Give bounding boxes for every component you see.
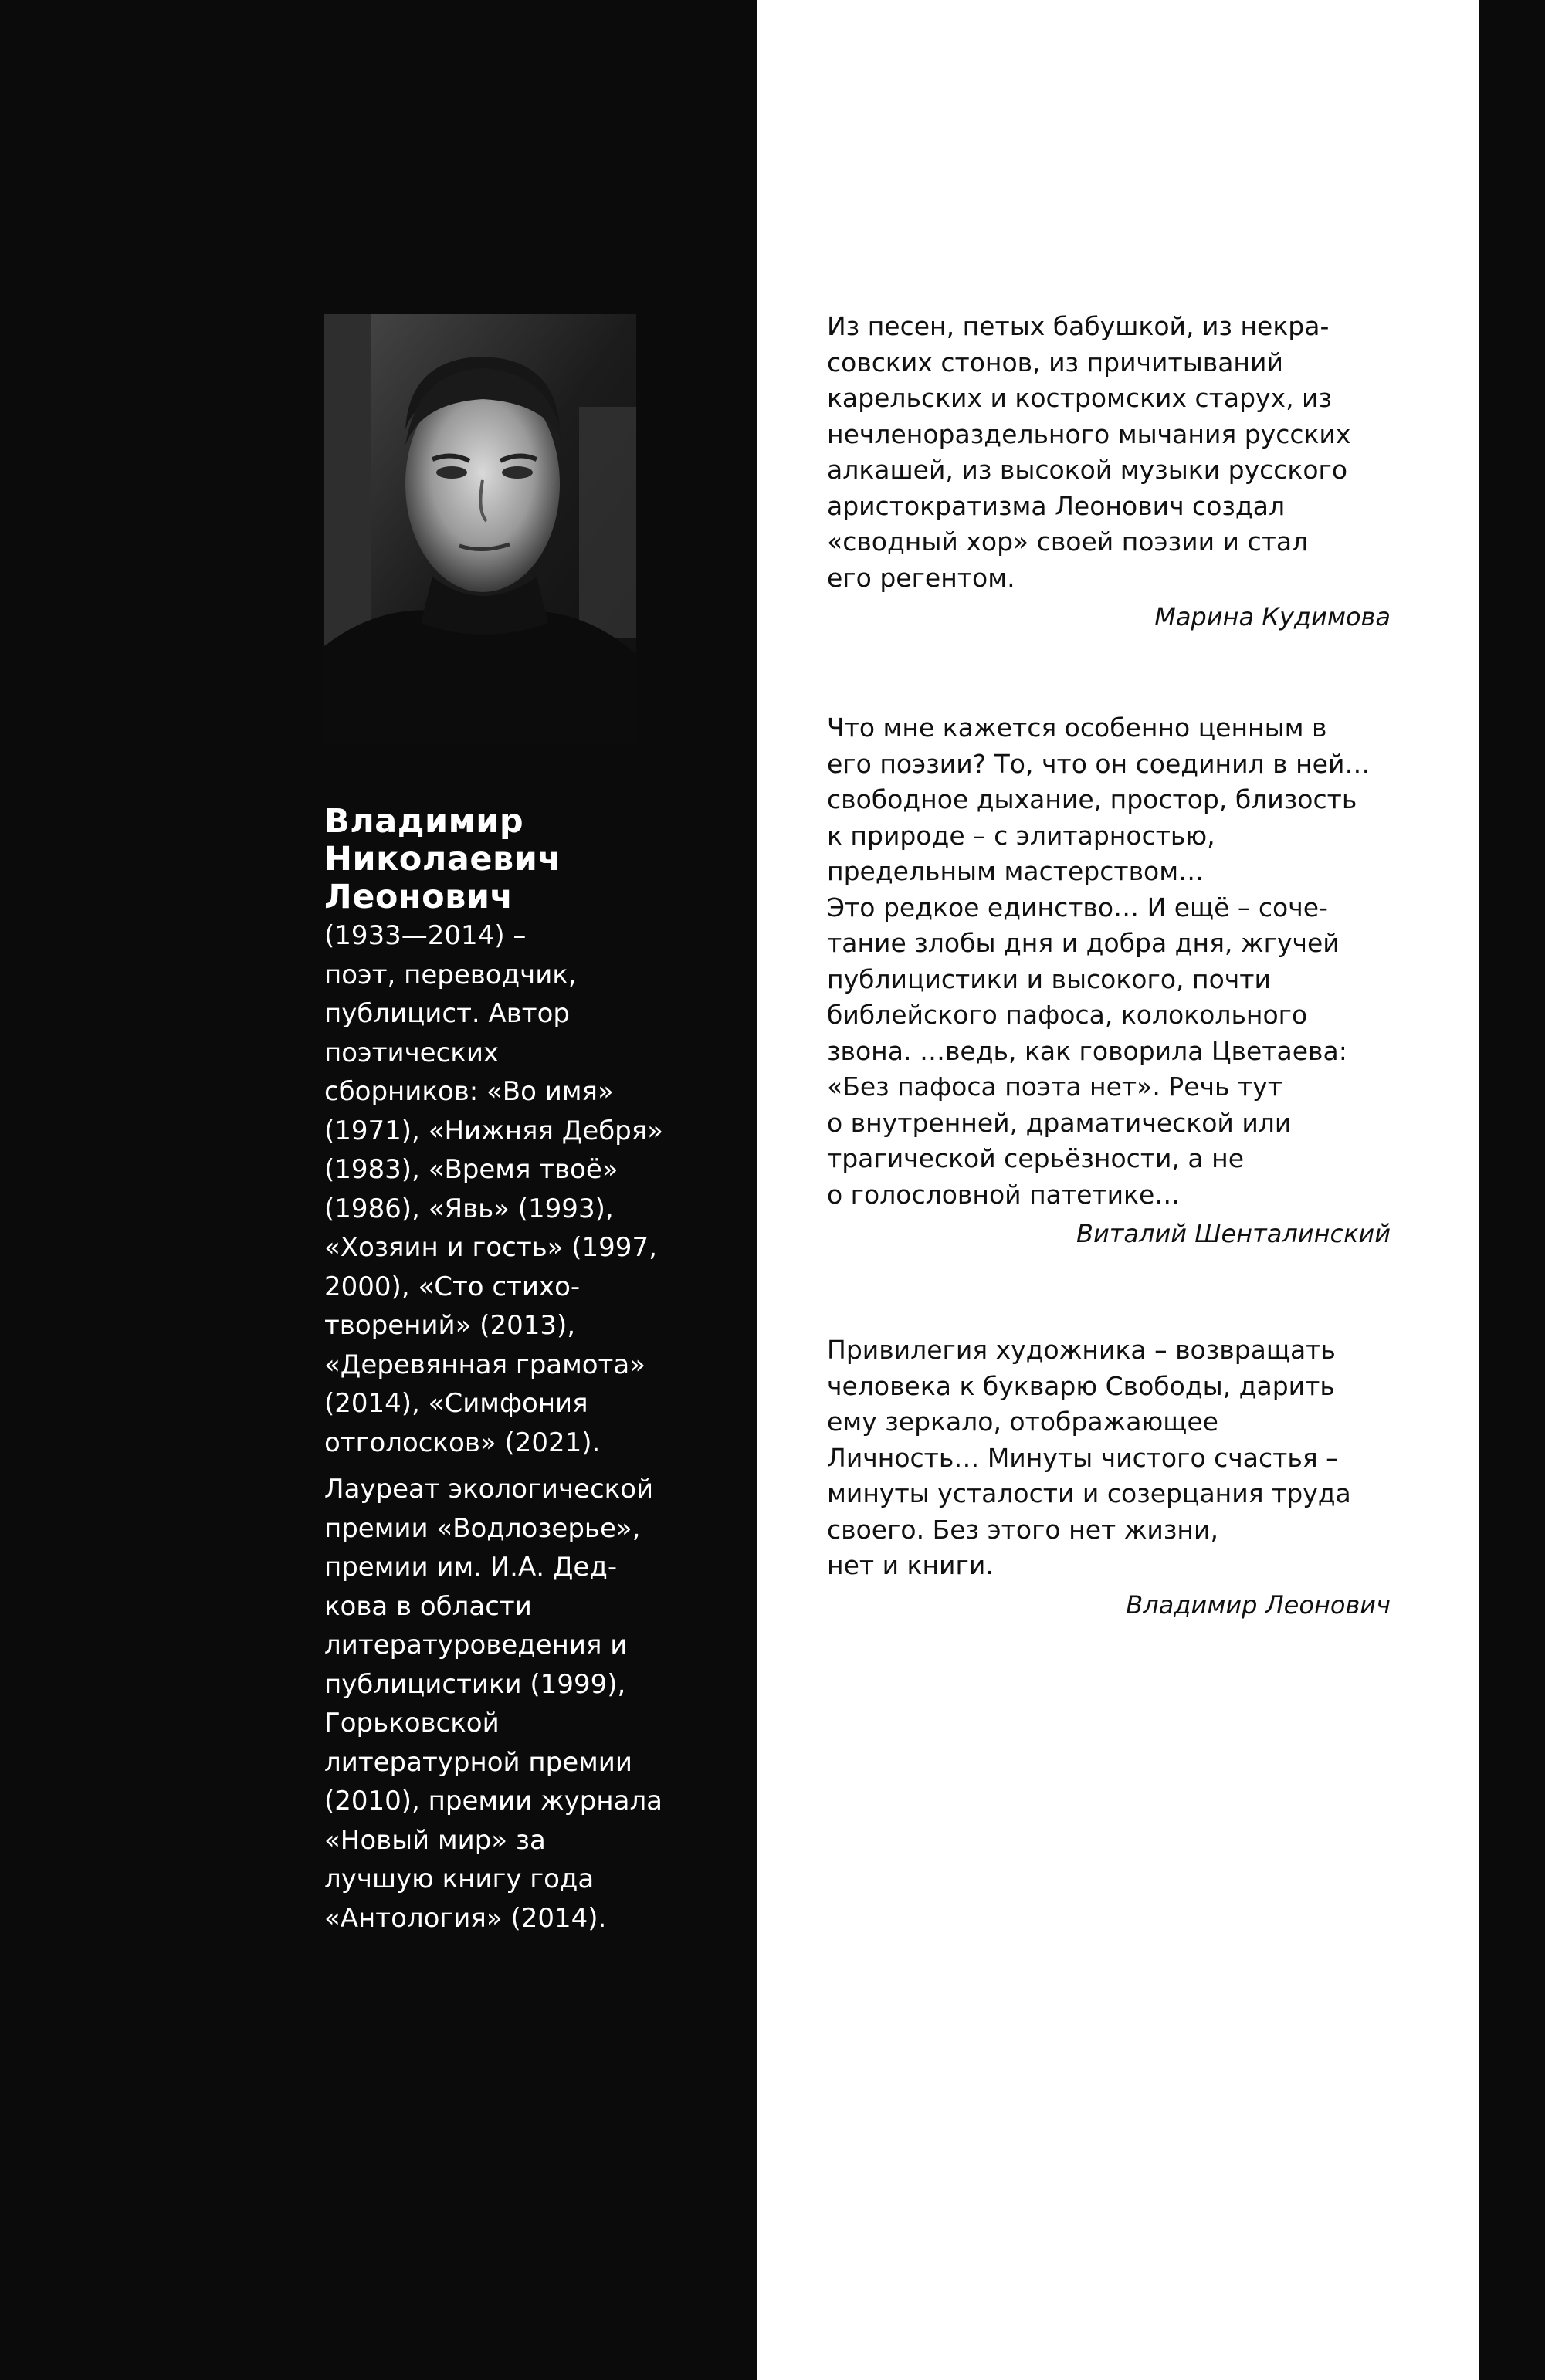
author-bio-block <box>324 803 710 1938</box>
quote-author: Марина Кудимова <box>1154 602 1391 631</box>
quote-author: Владимир Леонович <box>1126 1589 1391 1620</box>
author-portrait <box>324 314 636 744</box>
author-biography: (1933—2014) – поэт, переводчик, публицист. Автор поэтических сборников: «Во имя» (1971), «Нижняя Дебря» (1983), «Время твоё» (1986), «Явь» (1993), «Хозяин и гость» (1997, 2000), «Сто стихо- творений» (2013), «Деревянная грамота» (2014), «Симфония отголосков» (2021). <box>324 920 663 1458</box>
quote-text: Привилегия художника – возвращать человека к букварю Свободы, дарить ему зеркало, отображающее Личность… Минуты чистого счастья – минуты усталости и созерцания труда своего. Без этого нет жизни, нет и книги. <box>827 1335 1351 1580</box>
quote-author: Виталий Шенталинский <box>1076 1219 1391 1248</box>
quote-block <box>827 309 1391 635</box>
author-name: Владимир Николаевич Леонович <box>324 802 561 916</box>
dark-right-edge <box>1479 0 1545 2380</box>
quote-block <box>827 710 1391 1251</box>
quote-text: Из песен, петых бабушкой, из некра- совских стонов, из причитываний карельских и костромских старух, из нечленораздельного мычания русских алкашей, из высокой музыки русского аристократизма Леонович создал «сводный хор» своей поэзии и стал его регентом. <box>827 311 1351 593</box>
author-awards: Лауреат экологической премии «Водлозерье», премии им. И.А. Дед- кова в области литературоведения и публицистики (1999), Горьковской литературной премии (2010), премии журнала «Новый мир» за лучшую книгу года «Антология» (2014). <box>324 1474 663 1934</box>
quote-block <box>827 1332 1391 1623</box>
quote-text: Что мне кажется особенно ценным в его поэзии? То, что он соединил в ней… свободное дыхание, простор, близость к природе – с элитарностью, предельным мастерством… Это редкое единство… И ещё – соче- тание злобы дня и добра дня, жгучей публицистики и высокого, почти библейского пафоса, колокольного звона. …ведь, как говорила Цветаева: «Без пафоса поэта нет». Речь тут о внутренней, драматической или трагической серьёзности, а не о голословной патетике… <box>827 713 1371 1210</box>
